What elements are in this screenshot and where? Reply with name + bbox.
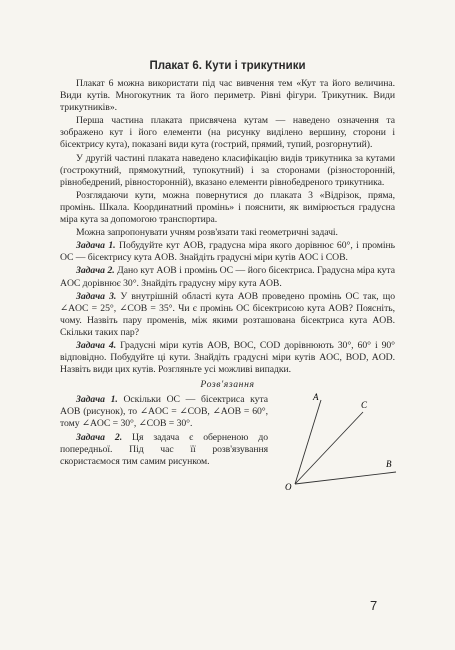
paragraph: Розглядаючи кути, можна повернутися до плаката 3 «Відрізок, пряма, промінь. Шкала. Координатний промінь» і пояснити, як вимірюється градусна міра кута за допомогою транспортира. (60, 189, 395, 226)
solutions-section (60, 392, 395, 493)
task-3 (60, 291, 395, 339)
angle-figure (281, 392, 401, 492)
label-o: O (285, 482, 292, 493)
task-text: Дано кут AOB і промінь OC — його бісектриса. Градусна міра кута AOC дорівнює 30°. Знайдіть градусну міру кута AOB. (60, 265, 395, 289)
task-4 (60, 340, 395, 376)
paragraph: Можна запропонувати учням розв'язати такі геометричні задачі. (76, 227, 338, 239)
solution-label: Задача 2. (76, 431, 123, 443)
paragraph: У другій частині плаката наведено класифікацію видів трикутника за кутами (гострокутний, прямокутний, тупокутний) і за сторонами (різносторонній, рівнобедрений, рівносторонній), вказано елементи рівнобедреного трикутника. (60, 152, 395, 188)
task-text: У внутрішній області кута AOB проведено промінь OC так, що ∠AOC = 25°, ∠COB = 35°. Чи є промінь OC бісектрисою кута AOB? Поясніть, чому. Назвіть пару променів, між якими розташована бісектриса кута AOB. Скільки таких пар? (60, 290, 395, 338)
ray-oc (295, 412, 363, 484)
solution-text: Ця задача є оберненою до попередньої. Під час її розв'язування скористаємося тим самим рисунком. (60, 431, 268, 467)
task-label: Задача 3. (76, 290, 117, 302)
task-1 (60, 240, 395, 264)
page-title: Плакат 6. Кути і трикутники (149, 60, 306, 72)
label-c: C (361, 400, 368, 411)
task-label: Задача 1. (76, 240, 116, 252)
solutions-heading: Розв'язання (200, 379, 255, 391)
solution-2 (60, 432, 268, 468)
ray-ob (295, 472, 396, 484)
task-label: Задача 4. (76, 339, 117, 351)
label-b: B (386, 459, 392, 470)
task-text: Градусні міри кутів AOB, BOC, COD дорівнюють 30°, 60° і 90° відповідно. Побудуйте ці кути. Знайдіть градусні міри кутів AOC, BOD, AOD. Назвіть види цих кутів. Розгляньте усі можливі випадки. (60, 339, 395, 376)
solution-text: Оскільки OC — бісектриса кута AOB (рисунок), то ∠AOC = ∠COB, ∠AOB = 60°, тому ∠AOC = 30°, ∠COB = 30°. (60, 394, 268, 430)
page-number: 7 (370, 598, 378, 613)
page-content (60, 60, 395, 493)
task-label: Задача 2. (76, 265, 115, 277)
task-2 (60, 265, 395, 289)
label-a: A (313, 392, 319, 403)
ray-oa (295, 400, 321, 484)
paragraph: Перша частина плаката присвячена кутам — наведено означення та зображено кут і його елементи (на рисунку виділено вершину, сторони і бісектрису кута), показані види кута (гострий, прямий, тупий, розгорнутий). (60, 115, 395, 151)
solution-label: Задача 1. (76, 394, 118, 406)
solution-1 (60, 394, 268, 430)
task-text: Побудуйте кут AOB, градусна міра якого дорівнює 60°, і промінь OC — бісектрису кута AOB. Знайдіть градусні міри кутів AOC і COB. (60, 240, 395, 264)
paragraph: Плакат 6 можна використати під час вивчення тем «Кут та його величина. Види кутів. Многокутник та його периметр. Рівні фігури. Трикутник. Види трикутників». (60, 78, 395, 114)
